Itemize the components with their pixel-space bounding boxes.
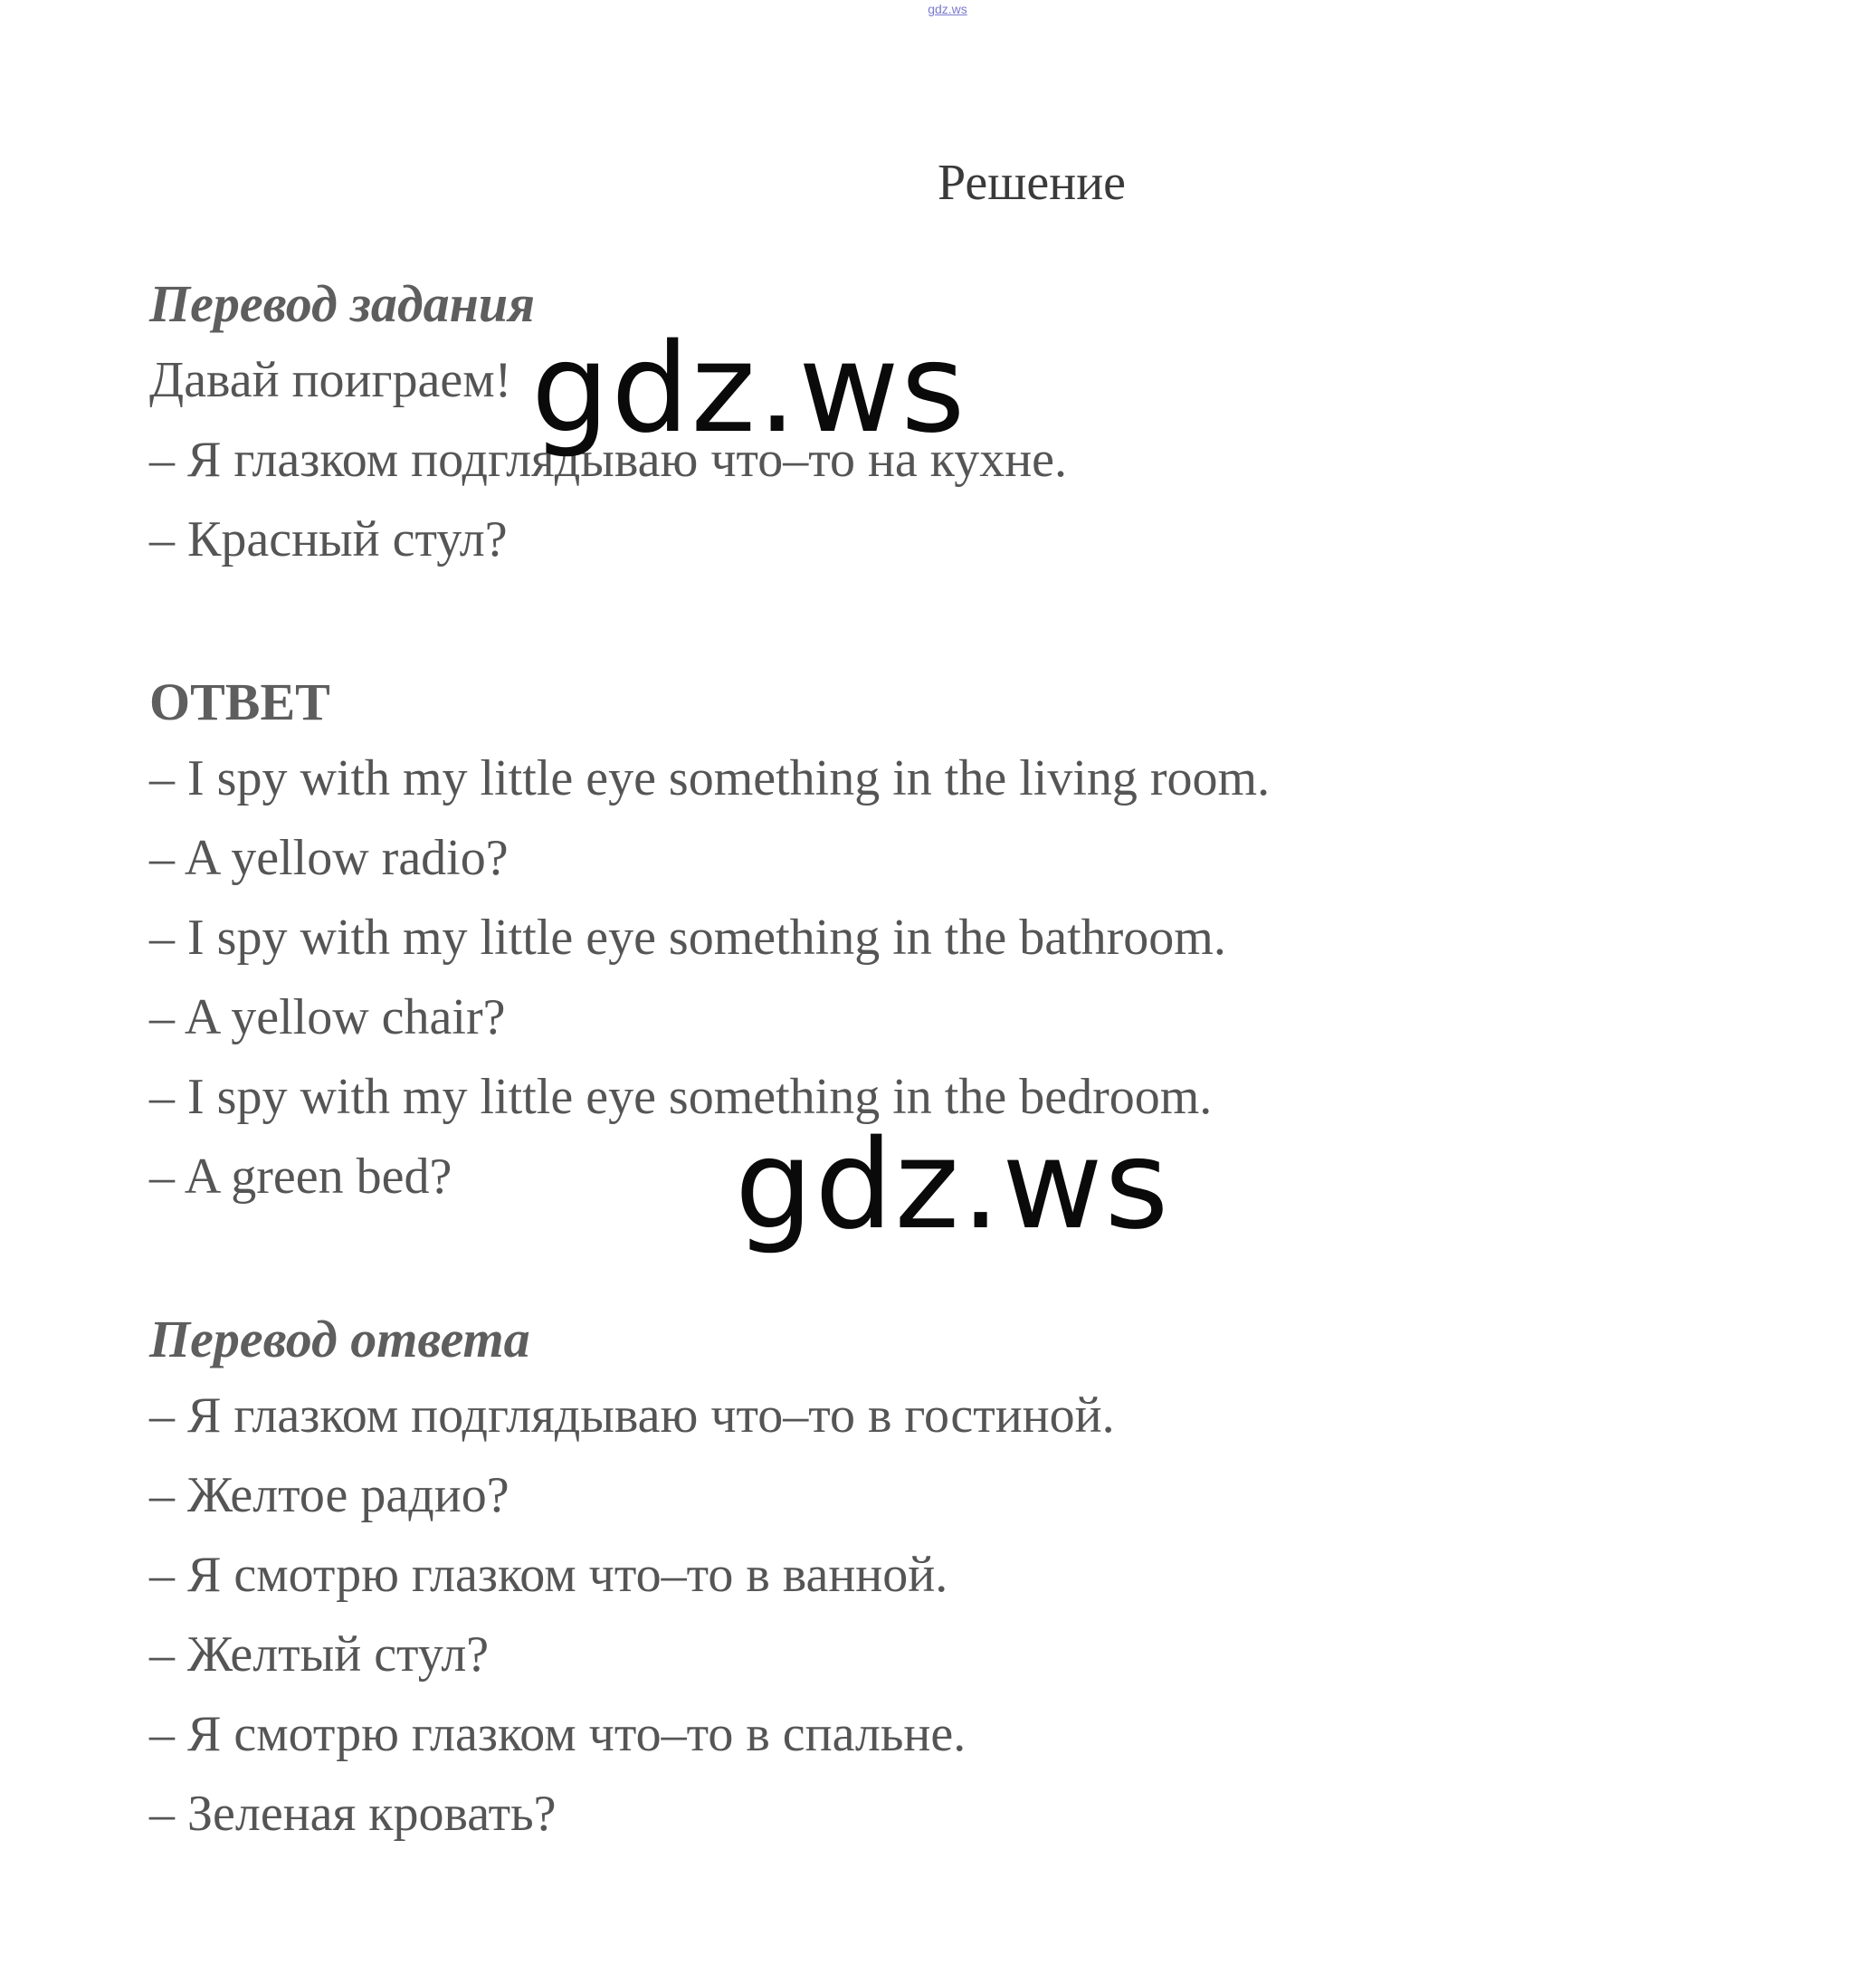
task-line: Давай поиграем! <box>149 352 512 408</box>
watermark: gdz.ws <box>531 318 967 461</box>
answer-translation-section <box>149 1303 1115 1854</box>
site-link[interactable]: gdz.ws <box>928 2 967 16</box>
answer-line: – I spy with my little eye something in the bedroom. <box>149 1069 1213 1125</box>
answer-line: – I spy with my little eye something in the bathroom. <box>149 910 1226 966</box>
answer-heading: ОТВЕТ <box>149 672 330 731</box>
answer-translation-heading: Перевод ответа <box>149 1310 530 1368</box>
page-title: Решение <box>938 155 1127 211</box>
answer-translation-line: – Я глазком подглядываю что–то в гостиной. <box>149 1387 1115 1444</box>
task-translation-heading: Перевод задания <box>149 274 535 333</box>
watermark: gdz.ws <box>735 1114 1171 1257</box>
answer-translation-line: – Я смотрю глазком что–то в спальне. <box>149 1706 967 1762</box>
answer-translation-line: – Я смотрю глазком что–то в ванной. <box>149 1547 948 1603</box>
answer-translation-line: – Желтый стул? <box>149 1626 490 1683</box>
task-line: – Красный стул? <box>149 511 508 567</box>
answer-translation-line: – Желтое радио? <box>149 1467 509 1523</box>
answer-line: – A yellow chair? <box>149 989 506 1045</box>
answer-line: – I spy with my little eye something in the living room. <box>149 750 1271 806</box>
task-line: – Я глазком подглядываю что–то на кухне. <box>149 432 1068 488</box>
answer-line: – A yellow radio? <box>149 830 509 886</box>
answer-translation-line: – Зеленая кровать? <box>149 1786 557 1842</box>
answer-line: – A green bed? <box>149 1149 452 1205</box>
